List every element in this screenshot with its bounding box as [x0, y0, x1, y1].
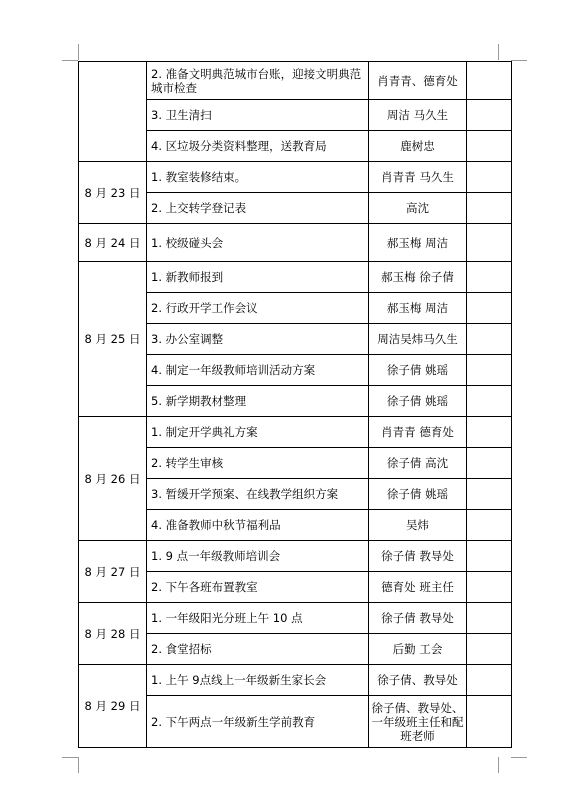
- task-cell: 1. 新教师报到: [147, 262, 369, 293]
- owner-cell: 鹿树忠: [369, 131, 467, 162]
- crop-mark-bottom-right-h: [511, 757, 527, 758]
- task-cell: 1. 制定开学典礼方案: [147, 417, 369, 448]
- owner-cell: 徐子倩 姚瑶: [369, 355, 467, 386]
- schedule-table: [78, 61, 512, 748]
- task-cell: 1. 一年级阳光分班上午 10 点: [147, 603, 369, 634]
- date-cell: 8 月 29 日: [79, 665, 147, 748]
- remark-cell: [467, 324, 512, 355]
- table-row: [79, 62, 512, 100]
- owner-cell: 肖青青、德育处: [369, 62, 467, 100]
- task-cell: 4. 制定一年级教师培训活动方案: [147, 355, 369, 386]
- table-row: [79, 665, 512, 696]
- remark-cell: [467, 448, 512, 479]
- remark-cell: [467, 510, 512, 541]
- remark-cell: [467, 572, 512, 603]
- remark-cell: [467, 355, 512, 386]
- task-cell: 2. 食堂招标: [147, 634, 369, 665]
- table-row: [79, 603, 512, 634]
- remark-cell: [467, 603, 512, 634]
- owner-cell: 郝玉梅 徐子倩: [369, 262, 467, 293]
- table-row: [79, 262, 512, 293]
- table-row: [79, 541, 512, 572]
- date-cell: 8 月 27 日: [79, 541, 147, 603]
- remark-cell: [467, 293, 512, 324]
- date-cell: 8 月 26 日: [79, 417, 147, 541]
- owner-cell: 吴炜: [369, 510, 467, 541]
- date-cell: 8 月 25 日: [79, 262, 147, 417]
- crop-mark-bottom-right-v: [498, 757, 499, 773]
- task-cell: 2. 下午各班布置教室: [147, 572, 369, 603]
- owner-cell: 高沈: [369, 193, 467, 224]
- remark-cell: [467, 386, 512, 417]
- crop-mark-top-right-v: [498, 44, 499, 60]
- task-cell: 5. 新学期教材整理: [147, 386, 369, 417]
- remark-cell: [467, 479, 512, 510]
- remark-cell: [467, 100, 512, 131]
- owner-cell: 周洁 马久生: [369, 100, 467, 131]
- date-cell: 8 月 24 日: [79, 224, 147, 262]
- date-cell: [79, 62, 147, 162]
- owner-cell: 徐子倩 高沈: [369, 448, 467, 479]
- owner-cell: 肖青青 德育处: [369, 417, 467, 448]
- remark-cell: [467, 224, 512, 262]
- owner-cell: 徐子倩 姚瑶: [369, 386, 467, 417]
- task-cell: 2. 行政开学工作会议: [147, 293, 369, 324]
- remark-cell: [467, 62, 512, 100]
- task-cell: 1. 9 点一年级教师培训会: [147, 541, 369, 572]
- remark-cell: [467, 262, 512, 293]
- table-row: [79, 162, 512, 193]
- date-cell: 8 月 28 日: [79, 603, 147, 665]
- crop-mark-bottom-left-v: [78, 757, 79, 773]
- owner-cell: 后勤 工会: [369, 634, 467, 665]
- owner-cell: 肖青青 马久生: [369, 162, 467, 193]
- task-cell: 3. 暂缓开学预案、在线教学组织方案: [147, 479, 369, 510]
- schedule-body: [79, 62, 512, 748]
- crop-mark-bottom-left-h: [62, 757, 78, 758]
- owner-cell: 周洁吴炜马久生: [369, 324, 467, 355]
- task-cell: 2. 准备文明典范城市台账，迎接文明典范城市检查: [147, 62, 369, 100]
- task-cell: 1. 教室装修结束。: [147, 162, 369, 193]
- task-cell: 3. 办公室调整: [147, 324, 369, 355]
- task-cell: 4. 区垃圾分类资料整理，送教育局: [147, 131, 369, 162]
- crop-mark-top-left-h: [62, 60, 78, 61]
- owner-cell: 郝玉梅 周洁: [369, 293, 467, 324]
- crop-mark-top-left-v: [78, 44, 79, 60]
- remark-cell: [467, 665, 512, 696]
- remark-cell: [467, 193, 512, 224]
- task-cell: 2. 上交转学登记表: [147, 193, 369, 224]
- crop-mark-top-right-h: [511, 60, 527, 61]
- owner-cell: 徐子倩、教导处、一年级班主任和配班老师: [369, 696, 467, 748]
- remark-cell: [467, 417, 512, 448]
- task-cell: 3. 卫生清扫: [147, 100, 369, 131]
- remark-cell: [467, 162, 512, 193]
- task-cell: 4. 准备教师中秋节福利品: [147, 510, 369, 541]
- owner-cell: 德育处 班主任: [369, 572, 467, 603]
- task-cell: 2. 转学生审核: [147, 448, 369, 479]
- table-row: [79, 417, 512, 448]
- owner-cell: 郝玉梅 周洁: [369, 224, 467, 262]
- date-cell: 8 月 23 日: [79, 162, 147, 224]
- owner-cell: 徐子倩、教导处: [369, 665, 467, 696]
- remark-cell: [467, 131, 512, 162]
- remark-cell: [467, 696, 512, 748]
- table-row: [79, 224, 512, 262]
- owner-cell: 徐子倩 姚瑶: [369, 479, 467, 510]
- remark-cell: [467, 541, 512, 572]
- task-cell: 2. 下午两点一年级新生学前教育: [147, 696, 369, 748]
- owner-cell: 徐子倩 教导处: [369, 541, 467, 572]
- owner-cell: 徐子倩 教导处: [369, 603, 467, 634]
- remark-cell: [467, 634, 512, 665]
- task-cell: 1. 上午 9点线上一年级新生家长会: [147, 665, 369, 696]
- task-cell: 1. 校级碰头会: [147, 224, 369, 262]
